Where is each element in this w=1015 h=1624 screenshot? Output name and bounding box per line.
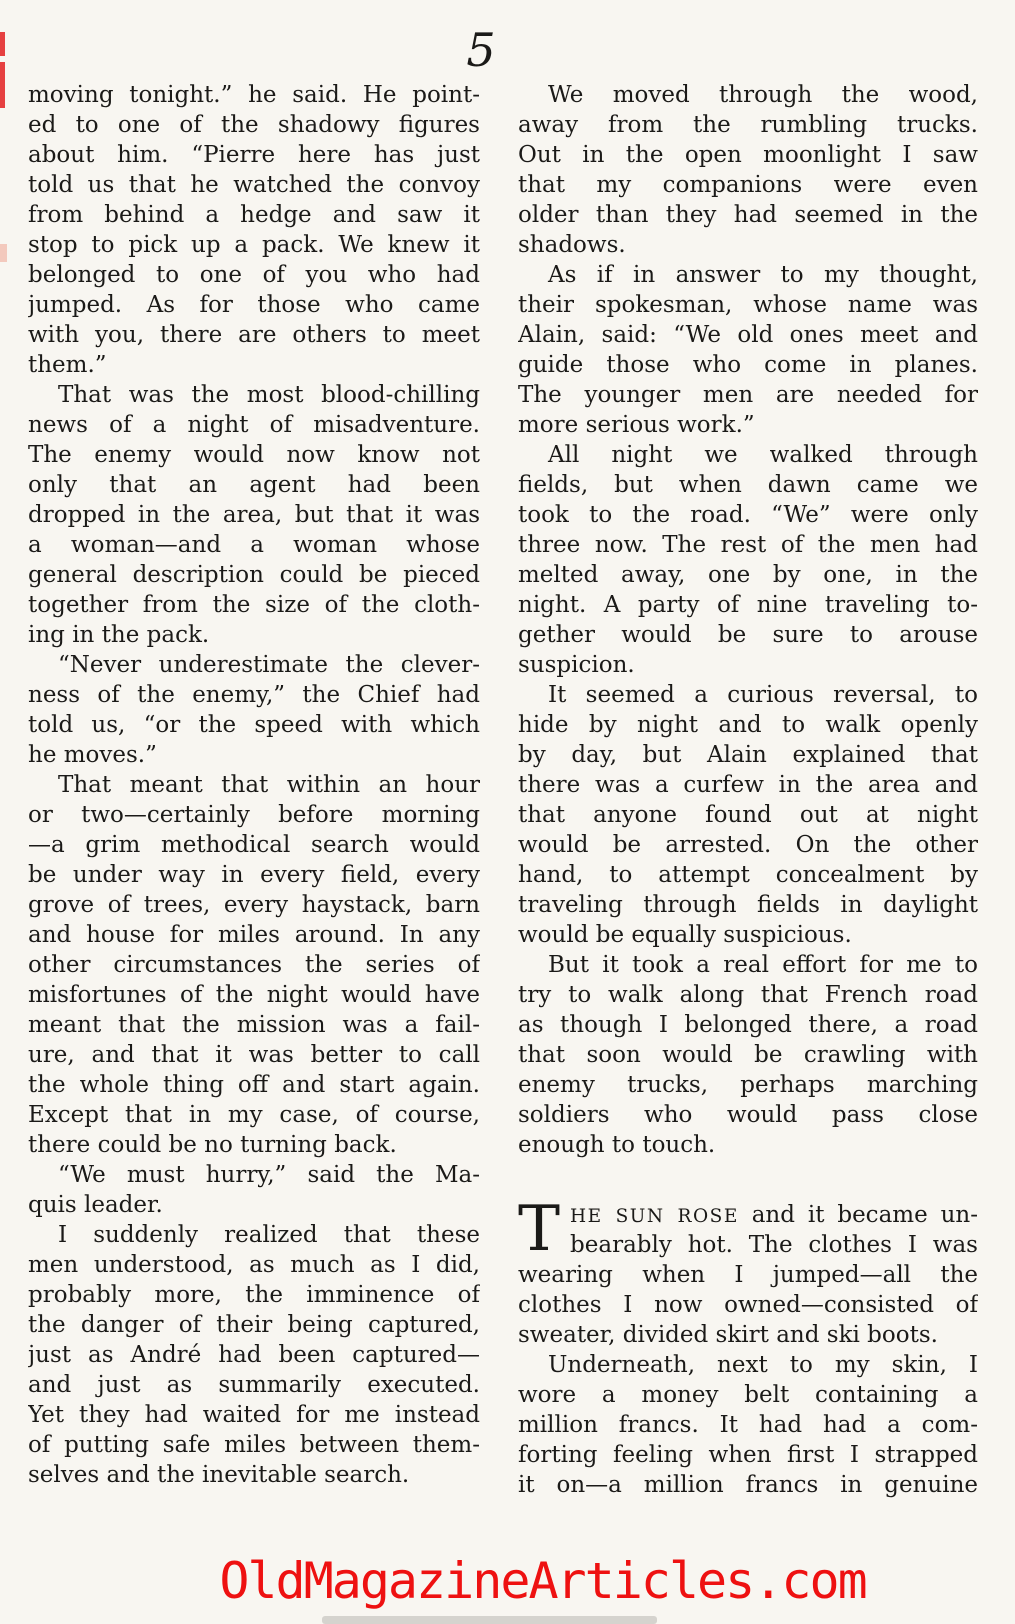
- text-line: suspicion.: [518, 652, 635, 678]
- text-line: that my companions were even: [518, 172, 978, 198]
- text-line: as though I belonged there, a road: [518, 1012, 978, 1038]
- text-line: dropped in the area, but that it was: [28, 502, 480, 528]
- text-line: there could be no turning back.: [28, 1132, 397, 1158]
- paragraph: [518, 1350, 978, 1500]
- text-line: that soon would be crawling with: [518, 1042, 978, 1068]
- text-line: Underneath, next to my skin, I: [548, 1352, 978, 1378]
- text-line: melted away, one by one, in the: [518, 562, 978, 588]
- text-line: news of a night of misadventure.: [28, 412, 480, 438]
- paragraph: [28, 380, 480, 650]
- text-line: other circumstances the series of: [28, 952, 480, 978]
- text-line: together from the size of the cloth-: [28, 592, 480, 618]
- text-line: with you, there are others to meet: [28, 322, 480, 348]
- text-line: hide by night and to walk openly: [518, 712, 978, 738]
- text-line: their spokesman, whose name was: [518, 292, 978, 318]
- text-line: “We must hurry,” said the Ma-: [58, 1162, 480, 1188]
- text-line: the whole thing off and start again.: [28, 1072, 480, 1098]
- text-line: misfortunes of the night would have: [28, 982, 480, 1008]
- text-line: probably more, the imminence of: [28, 1282, 480, 1308]
- paragraph: [518, 950, 978, 1160]
- text-line: soldiers who would pass close: [518, 1102, 978, 1128]
- text-line: them.”: [28, 352, 107, 378]
- text-line: ness of the enemy,” the Chief had: [28, 682, 480, 708]
- text-line: moving tonight.” he said. He point-: [28, 82, 480, 108]
- right-column: [518, 80, 978, 1500]
- text-line: be under way in every field, every: [28, 862, 480, 888]
- text-line: told us, “or the speed with which: [28, 712, 480, 738]
- text-line: gether would be sure to arouse: [518, 622, 978, 648]
- text-line: That meant that within an hour: [58, 772, 480, 798]
- scan-edge-mark: [0, 32, 5, 56]
- text-line: from behind a hedge and saw it: [28, 202, 480, 228]
- paragraph: [518, 80, 978, 260]
- text-line: ed to one of the shadowy figures: [28, 112, 480, 138]
- text-line: just as André had been captured—: [28, 1342, 480, 1368]
- text-line: guide those who come in planes.: [518, 352, 978, 378]
- text-line: We moved through the wood,: [548, 82, 978, 108]
- text-line: away from the rumbling trucks.: [518, 112, 978, 138]
- text-line: that anyone found out at night: [518, 802, 978, 828]
- text-line: meant that the mission was a fail-: [28, 1012, 480, 1038]
- text-line: The younger men are needed for: [518, 382, 978, 408]
- text-line: I suddenly realized that these: [58, 1222, 480, 1248]
- text-line: grove of trees, every haystack, barn: [28, 892, 480, 918]
- text-line: fields, but when dawn came we: [518, 472, 978, 498]
- text-line: there was a curfew in the area and: [518, 772, 978, 798]
- watermark-text: OldMagazineArticles.com: [219, 1552, 866, 1610]
- text-line: he moves.”: [28, 742, 157, 768]
- text-line: would be equally suspicious.: [518, 922, 852, 948]
- text-line: more serious work.”: [518, 412, 755, 438]
- text-line: Yet they had waited for me instead: [28, 1402, 480, 1428]
- text-line: of putting safe miles between them-: [28, 1432, 480, 1458]
- text-line: men understood, as much as I did,: [28, 1252, 480, 1278]
- text-line: That was the most blood-chilling: [58, 382, 480, 408]
- text-line: told us that he watched the convoy: [28, 172, 480, 198]
- text-line: about him. “Pierre here has just: [28, 142, 480, 168]
- text-line: stop to pick up a pack. We knew it: [28, 232, 480, 258]
- text-line: As if in answer to my thought,: [548, 262, 978, 288]
- text-line: “Never underestimate the clever-: [58, 652, 480, 678]
- paragraph: [518, 1192, 978, 1350]
- text-line: The enemy would now know not: [28, 442, 480, 468]
- text-line: hand, to attempt concealment by: [518, 862, 978, 888]
- text-line: it on—a million francs in genuine: [518, 1472, 978, 1498]
- text-line: a woman—and a woman whose: [28, 532, 480, 558]
- text-line: Except that in my case, of course,: [28, 1102, 480, 1128]
- text-line: try to walk along that French road: [518, 982, 978, 1008]
- scan-bottom-smudge: [322, 1616, 657, 1624]
- text-line: million francs. It had had a com-: [518, 1412, 978, 1438]
- paragraph: [28, 80, 480, 380]
- text-line: quis leader.: [28, 1192, 163, 1218]
- paragraph: [518, 260, 978, 440]
- text-line: But it took a real effort for me to: [548, 952, 978, 978]
- text-line: or two—certainly before morning: [28, 802, 480, 828]
- text-line: enemy trucks, perhaps marching: [518, 1072, 978, 1098]
- scan-edge-smudge: [0, 244, 7, 262]
- text-line: belonged to one of you who had: [28, 262, 480, 288]
- article-body: [28, 80, 978, 1500]
- text-line: ing in the pack.: [28, 622, 210, 648]
- paragraph: [518, 680, 978, 950]
- small-caps-lead: HE SUN ROSE: [570, 1206, 739, 1227]
- text-line: the danger of their being captured,: [28, 1312, 480, 1338]
- text-line: Out in the open moonlight I saw: [518, 142, 978, 168]
- text-line: jumped. As for those who came: [28, 292, 480, 318]
- paragraph: [28, 770, 480, 1160]
- text-line: shadows.: [518, 232, 626, 258]
- text-line: wearing when I jumped—all the: [518, 1262, 978, 1288]
- text-line: general description could be pieced: [28, 562, 480, 588]
- text-line: and house for miles around. In any: [28, 922, 480, 948]
- text-line: HE SUN ROSE and it became un-: [570, 1202, 978, 1228]
- text-line: by day, but Alain explained that: [518, 742, 978, 768]
- text-line: would be arrested. On the other: [518, 832, 978, 858]
- text-line: traveling through fields in daylight: [518, 892, 978, 918]
- paragraph: [518, 440, 978, 680]
- text-line: Alain, said: “We old ones meet and: [518, 322, 978, 348]
- text-line: All night we walked through: [548, 442, 978, 468]
- text-line: older than they had seemed in the: [518, 202, 978, 228]
- text-line: enough to touch.: [518, 1132, 716, 1158]
- left-column: [28, 80, 480, 1500]
- scan-edge-mark: [0, 62, 5, 108]
- text-line: wore a money belt containing a: [518, 1382, 978, 1408]
- text-line: —a grim methodical search would: [28, 832, 480, 858]
- page-number: 5: [466, 23, 496, 77]
- paragraph: [28, 1160, 480, 1220]
- text-line: and just as summarily executed.: [28, 1372, 480, 1398]
- text-line: clothes I now owned—consisted of: [518, 1292, 978, 1318]
- text-line: took to the road. “We” were only: [518, 502, 978, 528]
- text-line: only that an agent had been: [28, 472, 480, 498]
- text-line: sweater, divided skirt and ski boots.: [518, 1322, 938, 1348]
- text-line: three now. The rest of the men had: [518, 532, 978, 558]
- paragraph: [28, 650, 480, 770]
- text-line: It seemed a curious reversal, to: [548, 682, 978, 708]
- text-line: selves and the inevitable search.: [28, 1462, 410, 1488]
- text-line: night. A party of nine traveling to-: [518, 592, 978, 618]
- text-line: ure, and that it was better to call: [28, 1042, 480, 1068]
- text-line: bearably hot. The clothes I was: [570, 1232, 978, 1258]
- text-line: forting feeling when first I strapped: [518, 1442, 978, 1468]
- drop-cap: T: [518, 1192, 561, 1265]
- paragraph: [28, 1220, 480, 1490]
